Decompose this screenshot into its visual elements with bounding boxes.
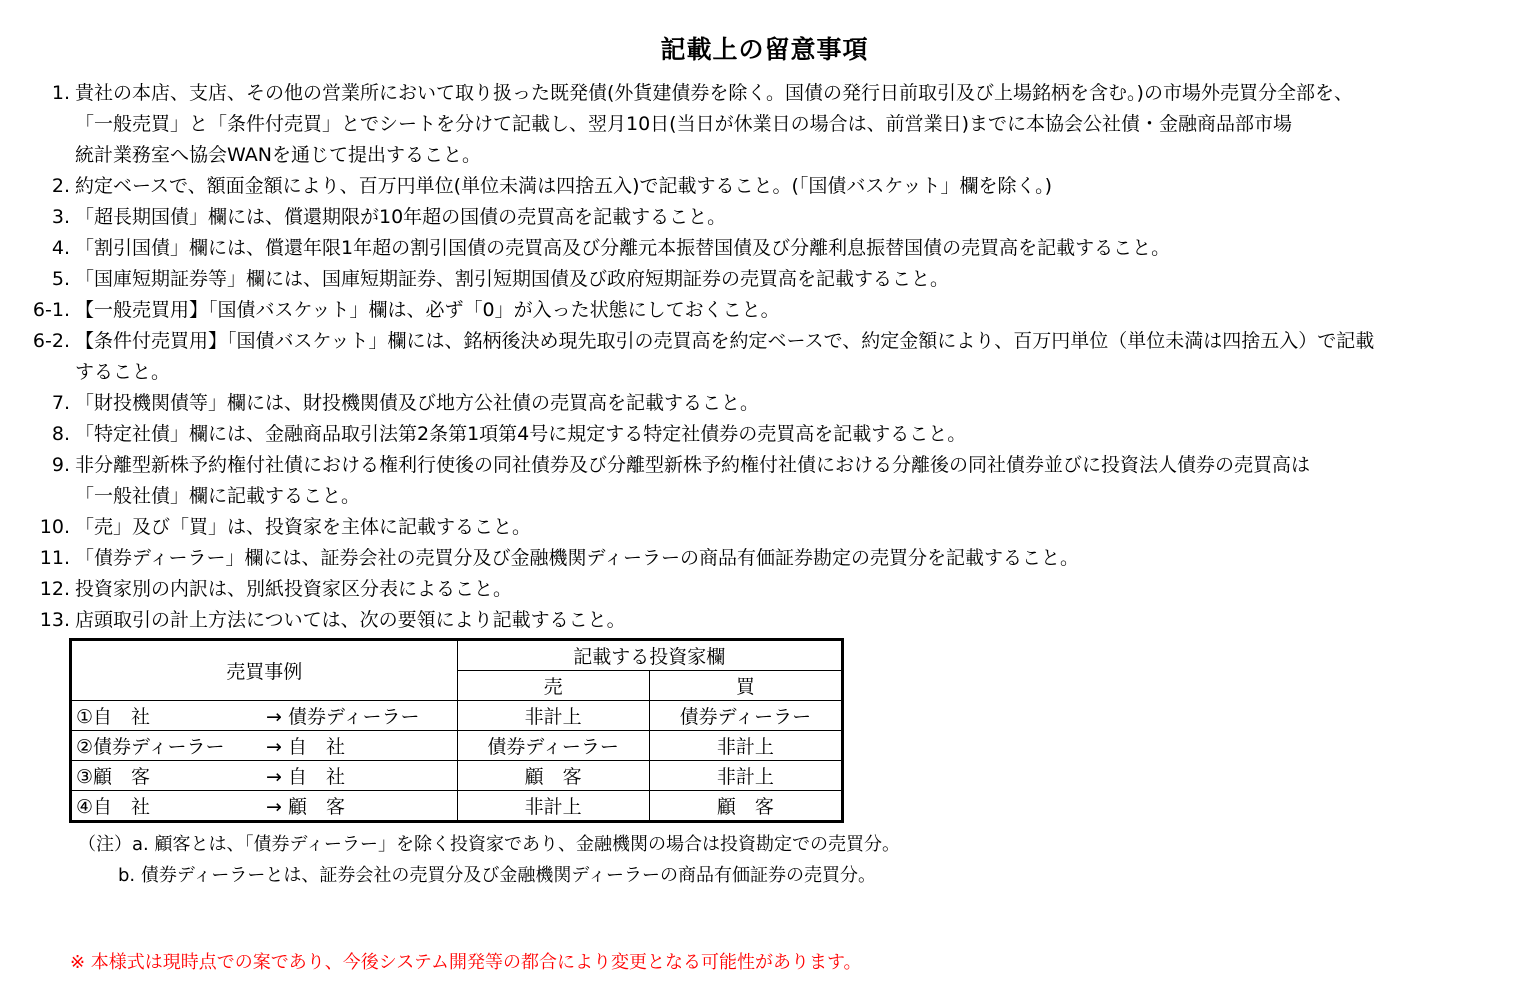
item-number: 9. xyxy=(51,454,70,476)
case-cell xyxy=(71,791,458,822)
list-item xyxy=(0,202,1529,233)
item-number: 11. xyxy=(39,547,70,569)
table-row xyxy=(71,761,843,791)
list-item xyxy=(0,512,1529,543)
list-item xyxy=(0,388,1529,419)
header-case: 売買事例 xyxy=(71,640,458,701)
disclaimer: ※ 本様式は現時点での案であり、今後システム開発等の都合により変更となる可能性があります。 xyxy=(70,952,862,973)
list-item xyxy=(0,109,1529,140)
case-from: ①自 社 xyxy=(76,706,151,728)
buy-cell: 債券ディーラー xyxy=(649,701,842,731)
buy-cell: 非計上 xyxy=(649,731,842,761)
item-number: 6-2. xyxy=(32,330,70,352)
case-cell xyxy=(71,731,458,761)
case-to: → 債券ディーラー xyxy=(266,706,420,728)
item-number: 8. xyxy=(51,423,70,445)
list-item xyxy=(0,543,1529,574)
item-number: 7. xyxy=(51,392,70,414)
notes-list xyxy=(0,78,1529,636)
item-text: 「売」及び「買」は、投資家を主体に記載すること。 xyxy=(75,516,532,538)
case-from: ④自 社 xyxy=(76,796,151,818)
list-item xyxy=(0,326,1529,357)
page-title: 記載上の留意事項 xyxy=(660,35,869,64)
table-row xyxy=(71,791,843,822)
list-item xyxy=(0,481,1529,512)
item-number: 4. xyxy=(51,237,70,259)
sell-cell: 非計上 xyxy=(457,701,649,731)
item-text: 非分離型新株予約権付社債における権利行使後の同社債券及び分離型新株予約権付社債における分離後の同社債券並びに投資法人債券の売買高は xyxy=(75,454,1311,476)
item-number: 13. xyxy=(39,609,70,631)
list-item xyxy=(0,233,1529,264)
case-to: → 自 社 xyxy=(266,766,345,788)
item-text: 「債券ディーラー」欄には、証券会社の売買分及び金融機関ディーラーの商品有価証券勘定の売買分を記載すること。 xyxy=(75,547,1079,569)
list-item xyxy=(0,264,1529,295)
case-cell xyxy=(71,701,458,731)
item-number: 12. xyxy=(39,578,70,600)
note-b: b. 債券ディーラーとは、証券会社の売買分及び金融機関ディーラーの商品有価証券の売買分。 xyxy=(118,865,876,886)
item-number: 5. xyxy=(51,268,70,290)
item-number: 10. xyxy=(39,516,70,538)
item-text: 「超長期国債」欄には、償還期限が10年超の国債の売買高を記載すること。 xyxy=(75,206,727,228)
case-cell xyxy=(71,761,458,791)
buy-cell: 非計上 xyxy=(649,761,842,791)
item-text: 【条件付売買用】「国債バスケット」欄には、銘柄後決め現先取引の売買高を約定ベースで、約定金額により、百万円単位（単位未満は四捨五入）で記載 xyxy=(75,330,1375,352)
item-text: 投資家別の内訳は、別紙投資家区分表によること。 xyxy=(75,578,513,600)
list-item xyxy=(0,140,1529,171)
table-notes xyxy=(78,829,900,891)
item-text: 「割引国債」欄には、償還年限1年超の割引国債の売買高及び分離元本振替国債及び分離利息振替国債の売買高を記載すること。 xyxy=(75,237,1171,259)
header-buy: 買 xyxy=(649,671,842,701)
item-text: 約定ベースで、額面金額により、百万円単位(単位未満は四捨五入)で記載すること。(「国債バスケット」欄を除く。) xyxy=(75,175,1052,197)
case-to: → 自 社 xyxy=(266,736,345,758)
case-from: ②債券ディーラー xyxy=(76,736,225,758)
trade-case-table xyxy=(69,638,844,823)
list-item xyxy=(0,295,1529,326)
item-text: 統計業務室へ協会WANを通じて提出すること。 xyxy=(75,144,481,166)
list-item xyxy=(0,419,1529,450)
item-number: 1. xyxy=(51,82,70,104)
case-from: ③顧 客 xyxy=(76,766,151,788)
table-row xyxy=(71,701,843,731)
table-header-row xyxy=(71,640,843,671)
sell-cell: 非計上 xyxy=(457,791,649,822)
item-text: 「国庫短期証券等」欄には、国庫短期証券、割引短期国債及び政府短期証券の売買高を記載すること。 xyxy=(75,268,950,290)
table-row xyxy=(71,731,843,761)
note-a: （注）a. 顧客とは、「債券ディーラー」を除く投資家であり、金融機関の場合は投資勘定での売買分。 xyxy=(78,834,901,855)
item-text: 「財投機関債等」欄には、財投機関債及び地方公社債の売買高を記載すること。 xyxy=(75,392,760,414)
item-text: 「一般売買」と「条件付売買」とでシートを分けて記載し、翌月10日(当日が休業日の場合は、前営業日)までに本協会公社債・金融商品部市場 xyxy=(75,113,1293,135)
item-text: 「一般社債」欄に記載すること。 xyxy=(75,485,361,507)
trade-case-table-wrap xyxy=(69,638,844,823)
item-number: 3. xyxy=(51,206,70,228)
item-text: 貴社の本店、支店、その他の営業所において取り扱った既発債(外貨建債券を除く。国債の発行日前取引及び上場銘柄を含む。)の市場外売買分全部を、 xyxy=(75,82,1353,104)
list-item xyxy=(0,605,1529,636)
item-text: 店頭取引の計上方法については、次の要領により記載すること。 xyxy=(75,609,626,631)
list-item xyxy=(0,450,1529,481)
item-text: すること。 xyxy=(75,361,171,383)
item-text: 【一般売買用】「国債バスケット」欄は、必ず「0」が入った状態にしておくこと。 xyxy=(75,299,780,321)
list-item xyxy=(0,574,1529,605)
list-item xyxy=(0,78,1529,109)
sell-cell: 顧 客 xyxy=(457,761,649,791)
buy-cell: 顧 客 xyxy=(649,791,842,822)
list-item xyxy=(0,171,1529,202)
item-text: 「特定社債」欄には、金融商品取引法第2条第1項第4号に規定する特定社債券の売買高を記載すること。 xyxy=(75,423,967,445)
header-investor: 記載する投資家欄 xyxy=(457,640,842,671)
item-number: 6-1. xyxy=(32,299,70,321)
list-item xyxy=(0,357,1529,388)
header-sell: 売 xyxy=(457,671,649,701)
item-number: 2. xyxy=(51,175,70,197)
sell-cell: 債券ディーラー xyxy=(457,731,649,761)
case-to: → 顧 客 xyxy=(266,796,345,818)
